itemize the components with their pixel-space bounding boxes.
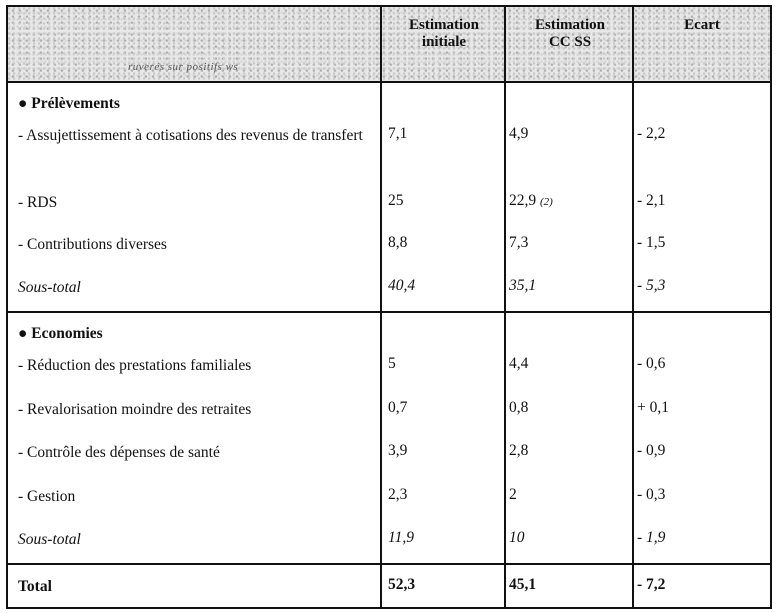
cell-ccss: 2,8 [509, 442, 529, 459]
cell-ecart: - 2,2 [637, 125, 666, 142]
cell-initiale: 2,3 [388, 486, 408, 503]
cell-ecart: - 0,3 [637, 486, 666, 503]
cell-ccss: 0,8 [509, 399, 529, 416]
cell-ecart: - 0,9 [637, 442, 666, 459]
header-estimation-initiale: Estimation initiale [408, 17, 479, 50]
column-divider [380, 7, 382, 607]
cell-initiale: 7,1 [388, 125, 408, 142]
cell-initiale: 40,4 [388, 277, 416, 294]
cell-ccss-value: 22,9 [509, 192, 537, 209]
cell-initiale: 3,9 [388, 442, 408, 459]
row-label: - RDS [18, 194, 58, 211]
footnote-marker: (2) [540, 196, 553, 208]
cell-ecart: - 0,6 [637, 355, 666, 372]
column-divider [504, 7, 506, 607]
cell-ccss: 7,3 [509, 234, 529, 251]
cell-ccss: 45,1 [509, 576, 537, 593]
cell-initiale: 52,3 [388, 576, 416, 593]
row-label: - Contrôle des dépenses de santé [18, 444, 220, 461]
cell-initiale: 11,9 [388, 529, 414, 546]
subtotal-label: Sous-total [18, 279, 81, 296]
table-header [8, 7, 770, 81]
cell-initiale: 0,7 [388, 399, 408, 416]
section-divider [8, 311, 770, 313]
cell-ecart: + 0,1 [637, 399, 669, 416]
cell-ccss [509, 192, 553, 210]
financing-table [6, 5, 772, 609]
cell-initiale: 8,8 [388, 234, 408, 251]
header-divider [8, 81, 770, 83]
column-divider [632, 7, 634, 607]
subtotal-label: Sous-total [18, 531, 81, 548]
cell-ccss: 10 [509, 529, 525, 546]
cell-ccss: 4,9 [509, 125, 529, 142]
row-label: - Contributions diverses [18, 236, 167, 253]
header-estimation-ccss: Estimation CC SS [534, 17, 605, 50]
row-label: - Assujettissement à cotisations des revenus de transfert [18, 127, 363, 144]
cell-initiale: 25 [388, 192, 404, 209]
cell-ecart: - 5,3 [637, 277, 666, 294]
row-label: - Revalorisation moindre des retraites [18, 401, 252, 418]
cell-ecart: - 2,1 [637, 192, 666, 209]
section-title-economies: ● Economies [18, 325, 103, 342]
header-ecart: Ecart [684, 17, 720, 33]
cell-ccss: 2 [509, 486, 517, 503]
cell-ecart: - 1,9 [637, 529, 666, 546]
cell-ccss: 4,4 [509, 355, 529, 372]
row-label: - Réduction des prestations familiales [18, 357, 252, 374]
cell-ccss: 35,1 [509, 277, 537, 294]
section-title-prelevements: ● Prélèvements [18, 95, 120, 112]
total-label: Total [18, 578, 52, 595]
header-col0-faint-text: ruverés sur positifs ws [128, 61, 239, 73]
cell-ecart: - 1,5 [637, 234, 666, 251]
row-label: - Gestion [18, 488, 76, 505]
cell-ecart: - 7,2 [637, 576, 666, 593]
total-divider [8, 563, 770, 565]
cell-initiale: 5 [388, 355, 396, 372]
